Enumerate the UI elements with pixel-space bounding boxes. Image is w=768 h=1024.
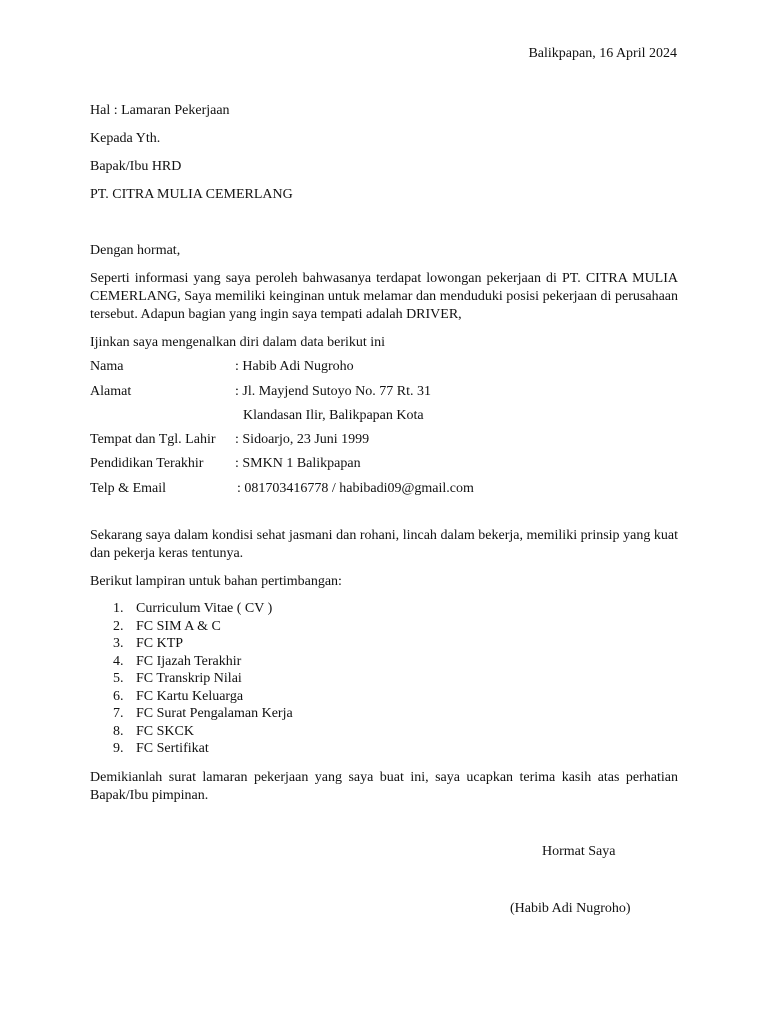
data-label: Tempat dan Tgl. Lahir [90, 432, 216, 447]
greeting: Dengan hormat, [90, 243, 181, 258]
list-number: 4. [113, 653, 124, 669]
data-value: : Sidoarjo, 23 Juni 1999 [235, 432, 370, 447]
list-text: FC Transkrip Nilai [136, 671, 242, 686]
list-item [113, 670, 293, 688]
company-name: PT. CITRA MULIA CEMERLANG [90, 187, 293, 202]
list-number: 6. [113, 688, 124, 704]
closing-paragraph: Demikianlah surat lamaran pekerjaan yang saya buat ini, saya ucapkan terima kasih atas perhatian Bapak/Ibu pimpinan. [90, 770, 678, 803]
signature-name: (Habib Adi Nugroho) [510, 901, 631, 916]
data-value: : Jl. Mayjend Sutoyo No. 77 Rt. 31 [235, 384, 432, 399]
place-date: Balikpapan, 16 April 2024 [528, 46, 677, 61]
list-number: 9. [113, 741, 124, 756]
data-value: : 081703416778 / habibadi09@gmail.com [237, 481, 474, 496]
attachments-list [90, 600, 293, 758]
list-item [113, 618, 293, 636]
list-text: Curriculum Vitae ( CV ) [136, 601, 273, 616]
list-number: 3. [113, 636, 124, 651]
list-item [113, 688, 293, 706]
list-item [113, 740, 293, 758]
sign-off: Hormat Saya [542, 844, 616, 859]
data-value: : SMKN 1 Balikpapan [235, 456, 361, 471]
data-label: Nama [90, 359, 124, 374]
list-text: FC Surat Pengalaman Kerja [136, 706, 293, 721]
list-item [113, 705, 293, 723]
list-text: FC SKCK [136, 723, 194, 739]
list-number: 8. [113, 723, 124, 739]
list-item [113, 635, 293, 653]
list-text: FC SIM A & C [136, 618, 221, 634]
intro-paragraph: Seperti informasi yang saya peroleh bahwasanya terdapat lowongan pekerjaan di PT. CITRA MULIA CEMERLANG, Saya memiliki keinginan untuk melamar dan menduduki posisi pekerjaan di perusahaan tersebut. Adapun bagian yang ingin saya tempati adalah DRIVER, [90, 271, 678, 322]
list-text: FC KTP [136, 636, 184, 651]
recipient: Bapak/Ibu HRD [90, 159, 182, 174]
condition-paragraph: Sekarang saya dalam kondisi sehat jasmani dan rohani, lincah dalam bekerja, memiliki prinsip yang kuat dan pekerja keras tentunya. [90, 528, 678, 561]
to-line: Kepada Yth. [90, 131, 161, 146]
list-text: FC Ijazah Terakhir [136, 653, 242, 669]
data-label: Alamat [90, 384, 132, 399]
data-label: Telp & Email [90, 481, 167, 496]
list-number: 7. [113, 706, 124, 721]
data-label: Pendidikan Terakhir [90, 456, 204, 471]
subject-line: Hal : Lamaran Pekerjaan [90, 103, 230, 118]
list-text: FC Kartu Keluarga [136, 688, 244, 704]
data-value: Klandasan Ilir, Balikpapan Kota [243, 408, 424, 423]
list-number: 5. [113, 671, 124, 686]
list-item [113, 723, 293, 741]
data-intro: Ijinkan saya mengenalkan diri dalam data berikut ini [90, 335, 386, 350]
list-number: 1. [113, 601, 124, 616]
list-item [113, 600, 293, 618]
data-value: : Habib Adi Nugroho [235, 359, 354, 374]
list-number: 2. [113, 618, 124, 634]
attachments-intro: Berikut lampiran untuk bahan pertimbangan: [90, 574, 342, 589]
list-item [113, 653, 293, 671]
list-text: FC Sertifikat [136, 741, 209, 756]
